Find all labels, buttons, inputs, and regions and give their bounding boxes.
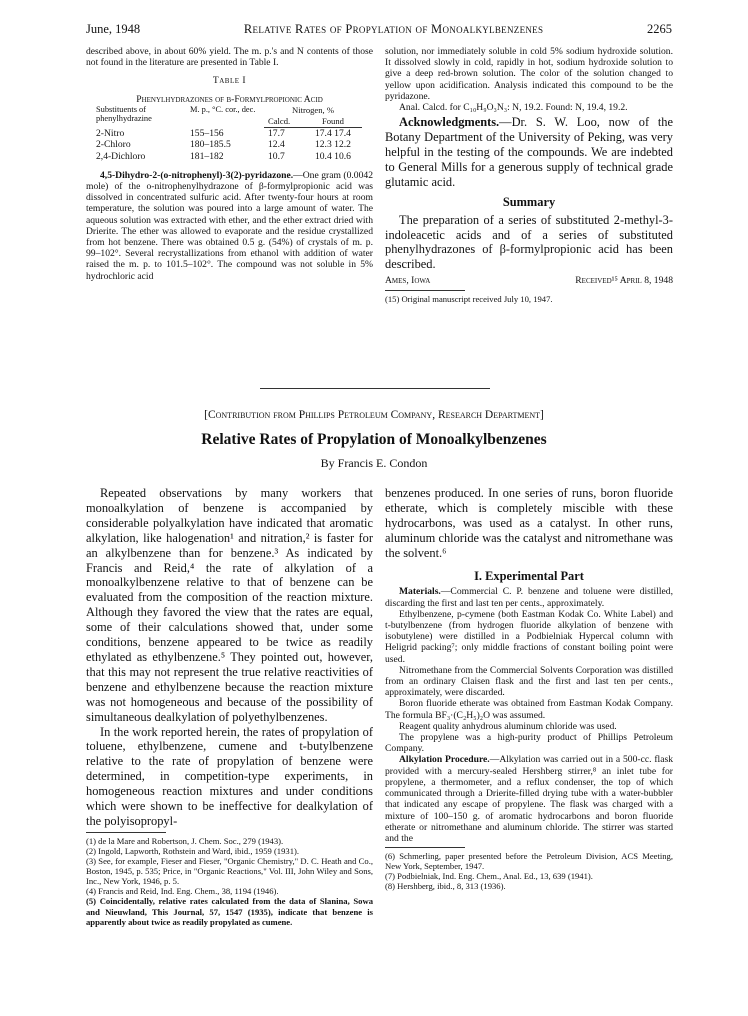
footnote-divider [385, 290, 465, 291]
table-cell: 181–182 [190, 150, 224, 162]
table-col-found: Found [304, 116, 362, 128]
propylene-paragraph: The propylene was a high-purity product of Phillips Petroleum Company. [385, 732, 673, 755]
alkylation-text: —Alkylation was carried out in a 500-cc. flask provided with a mercury-sealed Hershberg stirrer,⁸ an inlet tube for propylene, a thermometer, and a reflux condenser, the top of which communicated through a Drierite-filled drying tube with a water-bubbler that indicated any escape of propylene. The flask was charged with a mixture of 100–150 g. of aromatic hydrocarbons and boron fluoride etherate or nitromethane and aluminum chloride. The stirrer was started and the [385, 754, 673, 844]
footnote-7: (7) Podbielniak, Ind. Eng. Chem., Anal. Ed., 13, 639 (1941). [385, 871, 593, 882]
table-label: Table I [212, 75, 247, 87]
footnote-8: (8) Hershberg, ibid., 8, 313 (1936). [385, 881, 506, 892]
table-1 [92, 105, 362, 162]
table-row [92, 151, 362, 162]
table-col-substituents: Substituents of phenylhydrazine [96, 104, 152, 124]
footnote-divider [86, 832, 166, 833]
footnote-6: (6) Schmerling, paper presented before the Petroleum Division, ACS Meeting, New York, September, 1947. [385, 851, 673, 872]
footnote-4: (4) Francis and Reid, Ind. Eng. Chem., 38, 1194 (1946). [86, 886, 279, 897]
top-left-column [86, 46, 373, 376]
nitromethane-paragraph: Nitromethane from the Commercial Solvents Corporation was distilled from an ordinary Claisen flask and the first and last ten per cents., approximately, were discarded. [385, 664, 673, 699]
table-cell: 2-Nitro [96, 127, 125, 139]
alkylation-paragraph [385, 754, 673, 844]
intro-paragraph-1: Repeated observations by many workers that monoalkylation of benzene is accompanied by considerable polyalkylation have indicated that aromatic alkylation, like halogenation¹ and nitration,² is faster for an alkylbenzene than for benzene.³ As indicated by Francis and Reid,⁴ the rate of alkylation of a monoalkylbenzene relative to that of benzene can be evaluated from the composition of the reaction mixture. Although they favored the view that the rates are equal, some of their calculations showed that, under some conditions, benzene appeared to be twice as readily ethylated as ethylbenzene.⁵ They pointed out, however, that this may not represent the true relative reactivities of benzene and ethylbenzene because the reaction mixture was not homogeneous and because of the possibility of simultaneous dealkylation of polyethylbenzenes. [86, 486, 373, 724]
footnote-1: (1) de la Mare and Robertson, J. Chem. Soc., 279 (1943). [86, 835, 284, 846]
table-row [92, 128, 362, 140]
received-date: Received¹⁵ April 8, 1948 [575, 275, 673, 287]
table-cell: 155–156 [190, 127, 224, 139]
table-cell: 17.4 17.4 [314, 128, 351, 140]
materials-paragraph [385, 586, 673, 608]
acknowledgments-heading: Acknowledgments. [399, 115, 500, 130]
table-cell: 10.4 10.6 [314, 150, 351, 162]
continuation-paragraph: benzenes produced. In one series of runs, boron fluoride etherate, which is completely miscible with these hydrocarbons, was used as a catalyst. In other runs, aluminum chloride was the catalyst and nitromethane was the solvent.⁶ [385, 486, 673, 560]
footnote-3: (3) See, for example, Fieser and Fieser, "Organic Chemistry," D. C. Heath and Co., Boston, 1945, p. 535; Price, in "Organic Reactions," Vol. III, John Wiley and Sons, Inc., New York, 1946, p. 5. [86, 856, 373, 887]
footnote-2: (2) Ingold, Lapworth, Rothstein and Ward, ibid., 1959 (1931). [86, 845, 300, 856]
acknowledgments-text: —Dr. S. W. Loo, now of the Botany Department of the University of Peking, was very helpful in the testing of the compounds. We are indebted to General Mills for a generous supply of technical grade glutamic acid. [385, 115, 673, 189]
table-cell: 10.7 [268, 150, 285, 162]
summary-text: The preparation of a series of substituted 2-methyl-3-indoleacetic acids and of a series of substituted phenylhydrazones of β-formylpropionic acid has been described. [385, 212, 673, 272]
boron-fluoride-paragraph: Boron fluoride etherate was obtained from Eastman Kodak Company. The formula BF₃·(C₂H₅)₂O was assumed. [385, 698, 673, 721]
table-cell: 12.4 [268, 139, 285, 151]
footnote-15: (15) Original manuscript received July 10, 1947. [385, 294, 553, 305]
place: Ames, Iowa [385, 275, 431, 287]
header-running-title: Relative Rates of Propylation of Monoalkylbenzenes [243, 22, 544, 36]
affiliation: [Contribution from Phillips Petroleum Company, Research Department] [204, 409, 544, 421]
table-cell: 17.7 [268, 128, 285, 140]
top-right-column [385, 46, 673, 376]
section-heading: I. Experimental Part [474, 568, 584, 583]
table-row [92, 139, 362, 150]
footnote-divider [385, 847, 465, 848]
intro-paragraph: described above, in about 60% yield. The m. p.'s and N contents of those not found in the literature are presented in Table I. [86, 46, 373, 69]
table-col-mp: M. p., °C. cor., dec. [190, 104, 256, 114]
acknowledgments-paragraph [385, 115, 673, 190]
header-date: June, 1948 [86, 22, 141, 36]
header-page-number: 2265 [647, 22, 672, 36]
materials-heading: Materials. [399, 586, 441, 598]
signature-line [385, 275, 673, 286]
analysis-line: Anal. Calcd. for C₁₀H₉O₃N₃: N, 19.2. Found: N, 19.4, 19.2. [399, 102, 628, 114]
byline: By Francis E. Condon [320, 456, 428, 470]
section-divider [260, 388, 490, 389]
summary-heading: Summary [502, 194, 556, 209]
footnote-5: (5) Coincidentally, relative rates calculated from the data of Slanina, Sowa and Nieuwland, This Journal, 57, 1547 (1935), indicate that benzene is apparently about twice as readily propylated as cumene. [86, 896, 373, 927]
materials-text: —Commercial C. P. benzene and toluene were distilled, discarding the first and last ten per cents., approximately. [385, 586, 673, 609]
bottom-right-column [385, 486, 673, 1006]
table-col-nitrogen: Nitrogen, % [291, 104, 334, 115]
compound-heading: 4,5-Dihydro-2-(o-nitrophenyl)-3(2)-pyridazone. [100, 169, 294, 181]
continuation-paragraph: solution, nor immediately soluble in cold 5% sodium hydroxide solution. It dissolved slowly in cold, rapidly in hot, sodium hydroxide solution to give a deep red-brown solution. The color of the solution changed to yellow upon acidification. Analysis indicated this compound to be the pyridazone. [385, 46, 673, 102]
table-col-calcd: Calcd. [264, 116, 304, 128]
compound-paragraph [86, 170, 373, 282]
table-cell: 12.3 12.2 [314, 139, 351, 151]
bottom-left-column [86, 486, 373, 1006]
ethylbenzene-paragraph: Ethylbenzene, p-cymene (both Eastman Kodak Co. White Label) and t-butylbenzene (from hydrogen fluoride alkylation of benzene with isobutylene) were distilled in a Podbielniak Hypercal column with Heligrid packing⁷; only middle fractions of constant boiling point were used. [385, 608, 673, 665]
running-header [86, 22, 672, 38]
alkylation-heading: Alkylation Procedure. [399, 754, 490, 766]
table-cell: 2-Chloro [96, 139, 131, 151]
table-cell: 2,4-Dichloro [96, 150, 146, 162]
compound-text: —One gram (0.0042 mole) of the o-nitrophenylhydrazone of β-formylpropionic acid was dissolved in concentrated sulfuric acid. After twenty-four hours at room temperature, the solution was poured into a large amount of water. The aqueous solution was extracted with ether, and the ether extract dried with Drierite. The ether was allowed to evaporate and the residue crystallized from hot benzene. There was obtained 0.5 g. (54%) of crystals of m. p. 99–102°. Several recrystallizations from ethanol with addition of water raised the m. p. to 101.5–102°. The compound was not soluble in 5% hydrochloric acid [86, 169, 373, 282]
table-caption: Phenylhydrazones of β-Formylpropionic Acid [136, 93, 323, 105]
intro-paragraph-2: In the work reported herein, the rates of propylation of toluene, ethylbenzene, cumene and t-butylbenzene relative to the rate of propylation of benzene were determined, in competition-type experiments, in homogeneous reaction mixtures and under conditions which were shown to be ineffective for dealkylation of the polyisopropyl- [86, 724, 373, 828]
table-cell: 180–185.5 [190, 139, 231, 151]
aluminum-chloride-paragraph: Reagent quality anhydrous aluminum chloride was used. [399, 720, 617, 732]
article-title: Relative Rates of Propylation of Monoalkylbenzenes [201, 431, 547, 448]
